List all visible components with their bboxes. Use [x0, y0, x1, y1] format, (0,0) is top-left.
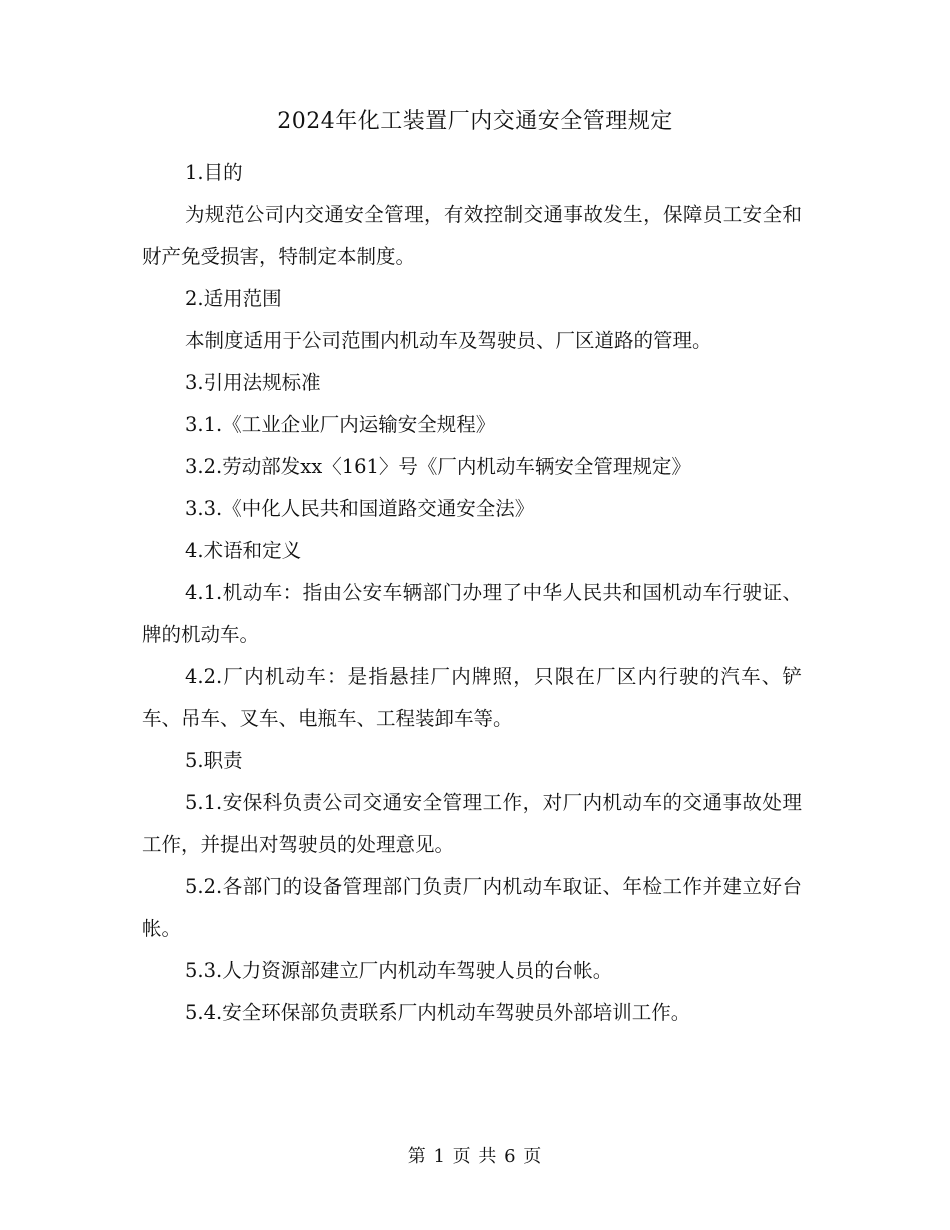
- document-body: [142, 152, 802, 1034]
- section-heading-references: 3.引用法规标准: [185, 371, 321, 394]
- page-number-footer: 第 1 页 共 6 页: [407, 1146, 543, 1167]
- reference-item-2: 3.2.劳动部发xx〈161〉号《厂内机动车辆安全管理规定》: [185, 455, 691, 478]
- responsibility-item-3: 5.3.人力资源部建立厂内机动车驾驶人员的台帐。: [185, 959, 613, 982]
- section-heading-definitions: 4.术语和定义: [185, 539, 302, 562]
- reference-item-1: 3.1.《工业企业厂内运输安全规程》: [185, 413, 496, 436]
- section-heading-purpose: 1.目的: [185, 161, 243, 184]
- paragraph-purpose: 为规范公司内交通安全管理，有效控制交通事故发生，保障员工安全和财产免受损害，特制定本制度。: [142, 203, 802, 268]
- paragraph-scope: 本制度适用于公司范围内机动车及驾驶员、厂区道路的管理。: [185, 329, 712, 352]
- responsibility-item-4: 5.4.安全环保部负责联系厂内机动车驾驶员外部培训工作。: [185, 1001, 691, 1024]
- section-heading-scope: 2.适用范围: [185, 287, 282, 310]
- responsibility-item-1: 5.1.安保科负责公司交通安全管理工作，对厂内机动车的交通事故处理工作，并提出对驾驶员的处理意见。: [142, 791, 802, 856]
- definition-item-2: 4.2.厂内机动车：是指悬挂厂内牌照，只限在厂区内行驶的汽车、铲车、吊车、叉车、电瓶车、工程装卸车等。: [142, 665, 802, 730]
- document-title: 2024年化工装置厂内交通安全管理规定: [277, 109, 673, 134]
- reference-item-3: 3.3.《中化人民共和国道路交通安全法》: [185, 497, 535, 520]
- section-heading-responsibilities: 5.职责: [185, 749, 243, 772]
- definition-item-1: 4.1.机动车：指由公安车辆部门办理了中华人民共和国机动车行驶证、牌的机动车。: [142, 581, 802, 646]
- responsibility-item-2: 5.2.各部门的设备管理部门负责厂内机动车取证、年检工作并建立好台帐。: [142, 875, 802, 940]
